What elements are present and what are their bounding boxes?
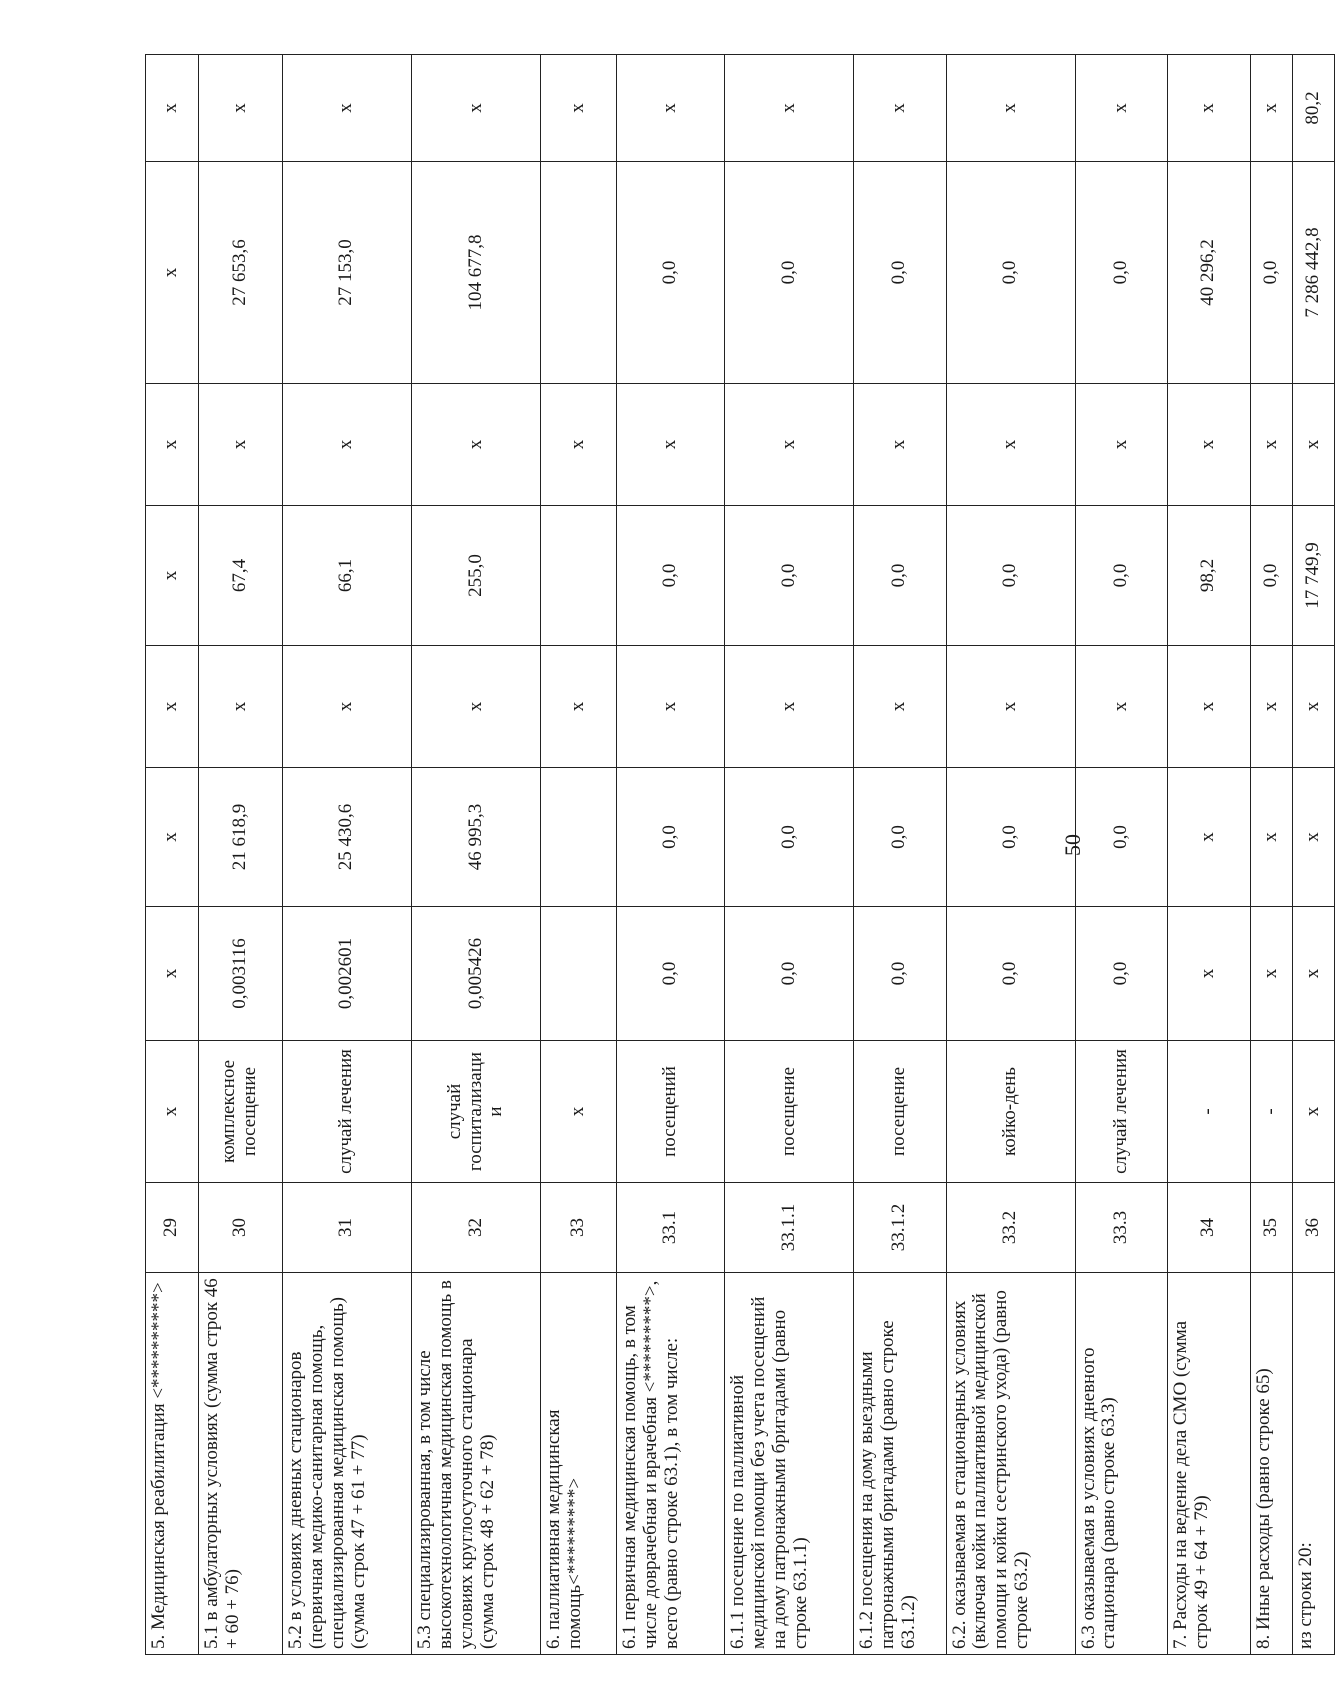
value-cell: 0,0 [725, 506, 854, 646]
financing-table [145, 54, 1335, 1655]
value-cell: x [540, 55, 616, 162]
row-name: 5.2 в условиях дневных стационаров (первичная медико-санитарная помощь, специализированная медицинская помощь) (сумма строк 47 + 61 + 77) [282, 1273, 411, 1655]
value-cell: 0,005426 [411, 907, 540, 1041]
value-cell: 0,0 [1075, 162, 1167, 384]
value-cell: x [146, 384, 199, 506]
value-cell: x [1167, 55, 1250, 162]
value-cell: 0,0 [946, 506, 1075, 646]
table-row [946, 55, 1075, 1655]
row-number: 31 [282, 1183, 411, 1273]
value-cell: x [1292, 907, 1334, 1041]
value-cell: x [854, 384, 946, 506]
value-cell: x [146, 646, 199, 768]
value-cell: 21 618,9 [198, 768, 282, 907]
value-cell: x [1075, 55, 1167, 162]
value-cell: x [540, 384, 616, 506]
unit-cell: x [1292, 1041, 1334, 1183]
value-cell: 0,0 [617, 506, 725, 646]
value-cell: 0,0 [725, 907, 854, 1041]
value-cell: 0,003116 [198, 907, 282, 1041]
value-cell: 0,0 [946, 768, 1075, 907]
value-cell: 0,0 [1075, 768, 1167, 907]
value-cell: x [946, 384, 1075, 506]
table-row [854, 55, 946, 1655]
value-cell [540, 162, 616, 384]
value-cell: 0,0 [725, 162, 854, 384]
row-number: 33.1.2 [854, 1183, 946, 1273]
row-name: 6.1.2 посещения на дому выездными патронажными бригадами (равно строке 63.1.2) [854, 1273, 946, 1655]
value-cell: x [1250, 907, 1292, 1041]
value-cell: x [1292, 384, 1334, 506]
row-name: 8. Иные расходы (равно строке 65) [1250, 1273, 1292, 1655]
value-cell: 104 677,8 [411, 162, 540, 384]
table-row [1292, 55, 1334, 1655]
unit-cell: посещений [617, 1041, 725, 1183]
row-number: 33.2 [946, 1183, 1075, 1273]
value-cell: x [411, 384, 540, 506]
unit-cell: комплексное посещение [198, 1041, 282, 1183]
value-cell: x [146, 907, 199, 1041]
value-cell: 7 286 442,8 [1292, 162, 1334, 384]
value-cell [540, 506, 616, 646]
value-cell: 0,0 [725, 768, 854, 907]
value-cell: x [1167, 907, 1250, 1041]
table-row [198, 55, 282, 1655]
value-cell: 80,2 [1292, 55, 1334, 162]
value-cell: 27 153,0 [282, 162, 411, 384]
unit-cell: случай лечения [1075, 1041, 1167, 1183]
value-cell: x [198, 384, 282, 506]
table-row [146, 55, 199, 1655]
value-cell: 67,4 [198, 506, 282, 646]
table-row [1250, 55, 1292, 1655]
value-cell: x [1075, 646, 1167, 768]
value-cell: 0,002601 [282, 907, 411, 1041]
row-name: 6.2. оказываемая в стационарных условиях (включая койки паллиативной медицинской помощи и койки сестринского ухода) (равно строке 63.2) [946, 1273, 1075, 1655]
value-cell: x [146, 768, 199, 907]
value-cell: x [617, 646, 725, 768]
value-cell: x [198, 55, 282, 162]
value-cell: x [1250, 646, 1292, 768]
value-cell: x [617, 55, 725, 162]
unit-cell: посещение [854, 1041, 946, 1183]
table-row [1167, 55, 1250, 1655]
page-number: 50 [1060, 834, 1085, 856]
value-cell: x [1167, 646, 1250, 768]
row-number: 36 [1292, 1183, 1334, 1273]
table-row [540, 55, 616, 1655]
value-cell: x [1250, 384, 1292, 506]
row-name: 6.1 первичная медицинская помощь, в том числе доврачебная и врачебная <*********>, всего (равно строке 63.1), в том числе: [617, 1273, 725, 1655]
row-name: 5.1 в амбулаторных условиях (сумма строк 46 + 60 + 76) [198, 1273, 282, 1655]
value-cell: x [854, 55, 946, 162]
value-cell: x [946, 646, 1075, 768]
value-cell: 66,1 [282, 506, 411, 646]
row-number: 34 [1167, 1183, 1250, 1273]
value-cell: 0,0 [1075, 506, 1167, 646]
unit-cell: x [540, 1041, 616, 1183]
value-cell: x [1167, 768, 1250, 907]
value-cell: 0,0 [854, 768, 946, 907]
value-cell: 0,0 [854, 162, 946, 384]
row-name: 6.3 оказываемая в условиях дневного стационара (равно строке 63.3) [1075, 1273, 1167, 1655]
value-cell: 0,0 [946, 907, 1075, 1041]
unit-cell: случай лечения [282, 1041, 411, 1183]
value-cell: 98,2 [1167, 506, 1250, 646]
row-number: 32 [411, 1183, 540, 1273]
unit-cell: - [1167, 1041, 1250, 1183]
value-cell: 0,0 [1075, 907, 1167, 1041]
row-number: 33.3 [1075, 1183, 1167, 1273]
row-number: 33 [540, 1183, 616, 1273]
value-cell: x [282, 55, 411, 162]
value-cell: x [1292, 768, 1334, 907]
table-row [725, 55, 854, 1655]
value-cell: x [146, 55, 199, 162]
value-cell: x [854, 646, 946, 768]
row-name: 6. паллиативная медицинская помощь<*********> [540, 1273, 616, 1655]
value-cell: x [1292, 646, 1334, 768]
value-cell: x [725, 55, 854, 162]
value-cell: x [725, 646, 854, 768]
row-number: 33.1.1 [725, 1183, 854, 1273]
row-name: 5. Медицинская реабилитация <**********> [146, 1273, 199, 1655]
row-number: 35 [1250, 1183, 1292, 1273]
value-cell: x [282, 384, 411, 506]
table-row [282, 55, 411, 1655]
value-cell: 0,0 [1250, 162, 1292, 384]
value-cell [540, 768, 616, 907]
value-cell: x [725, 384, 854, 506]
value-cell: x [540, 646, 616, 768]
value-cell: 46 995,3 [411, 768, 540, 907]
value-cell: x [411, 55, 540, 162]
unit-cell: посещение [725, 1041, 854, 1183]
value-cell: 0,0 [1250, 506, 1292, 646]
value-cell: x [1250, 55, 1292, 162]
table-row [617, 55, 725, 1655]
value-cell: x [1250, 768, 1292, 907]
unit-cell: - [1250, 1041, 1292, 1183]
value-cell: 0,0 [617, 768, 725, 907]
value-cell: x [617, 384, 725, 506]
value-cell: 0,0 [946, 162, 1075, 384]
value-cell: 0,0 [617, 162, 725, 384]
row-name: из строки 20: [1292, 1273, 1334, 1655]
row-name: 6.1.1 посещение по паллиативной медицинской помощи без учета посещений на дому патронажными бригадами (равно строке 63.1.1) [725, 1273, 854, 1655]
row-name: 7. Расходы на ведение дела СМО (сумма строк 49 + 64 + 79) [1167, 1273, 1250, 1655]
value-cell: 0,0 [617, 907, 725, 1041]
value-cell: x [282, 646, 411, 768]
value-cell: 0,0 [854, 907, 946, 1041]
unit-cell: случай госпитализаци и [411, 1041, 540, 1183]
value-cell: x [946, 55, 1075, 162]
value-cell: 40 296,2 [1167, 162, 1250, 384]
unit-cell: койко-день [946, 1041, 1075, 1183]
table-row [411, 55, 540, 1655]
value-cell: 27 653,6 [198, 162, 282, 384]
value-cell: 17 749,9 [1292, 506, 1334, 646]
row-number: 33.1 [617, 1183, 725, 1273]
value-cell: x [146, 162, 199, 384]
value-cell: 25 430,6 [282, 768, 411, 907]
value-cell: x [198, 646, 282, 768]
value-cell: 255,0 [411, 506, 540, 646]
value-cell [540, 907, 616, 1041]
value-cell: x [1075, 384, 1167, 506]
value-cell: 0,0 [854, 506, 946, 646]
row-name: 5.3 специализированная, в том числе высокотехнологичная медицинская помощь в условиях круглосуточного стационара (сумма строк 48 + 62 + 78) [411, 1273, 540, 1655]
row-number: 30 [198, 1183, 282, 1273]
value-cell: x [411, 646, 540, 768]
row-number: 29 [146, 1183, 199, 1273]
value-cell: x [146, 506, 199, 646]
unit-cell: x [146, 1041, 199, 1183]
value-cell: x [1167, 384, 1250, 506]
